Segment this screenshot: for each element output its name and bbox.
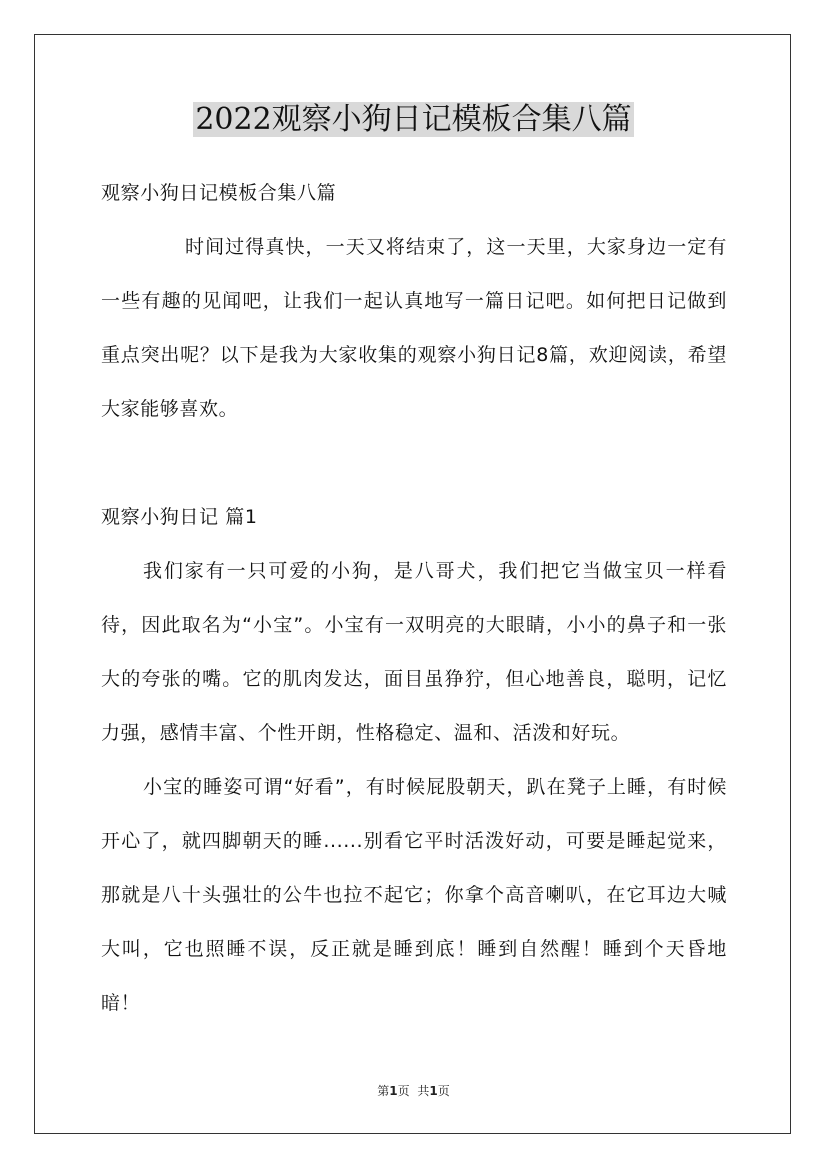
footer-page-suffix: 页 xyxy=(397,1084,410,1098)
footer-page-prefix: 第 xyxy=(377,1084,390,1098)
footer-total-suffix: 页 xyxy=(437,1084,450,1098)
document-body xyxy=(101,166,727,1030)
document-subtitle: 观察小狗日记模板合集八篇 xyxy=(101,182,337,204)
intro-paragraph: 时间过得真快，一天又将结束了，这一天里，大家身边一定有一些有趣的见闻吧，让我们一起认真地写一篇日记吧。如何把日记做到重点突出呢？以下是我为大家收集的观察小狗日记8篇，欢迎阅读，希望大家能够喜欢。 xyxy=(101,236,727,420)
document-title xyxy=(0,98,827,142)
footer-total-pages: 1 xyxy=(429,1084,438,1098)
document-title-text: 2022观察小狗日记模板合集八篇 xyxy=(195,102,632,137)
body-paragraph: 小宝的睡姿可谓“好看”，有时候屁股朝天，趴在凳子上睡，有时候开心了，就四脚朝天的睡......别看它平时活泼好动，可要是睡起觉来，那就是八十头强壮的公牛也拉不起它；你拿个高音喇叭，在它耳边大喊大叫，它也照睡不误，反正就是睡到底！睡到自然醒！睡到个天昏地暗！ xyxy=(101,776,727,1014)
body-paragraph: 我们家有一只可爱的小狗，是八哥犬，我们把它当做宝贝一样看待，因此取名为“小宝”。小宝有一双明亮的大眼睛，小小的鼻子和一张大的夸张的嘴。它的肌肉发达，面目虽狰狞，但心地善良，聪明，记忆力强，感情丰富、个性开朗，性格稳定、温和、活泼和好玩。 xyxy=(101,560,727,744)
page-footer xyxy=(0,1082,827,1099)
section-heading: 观察小狗日记 篇1 xyxy=(101,506,258,528)
footer-page-number: 1 xyxy=(389,1084,398,1098)
footer-total-prefix: 共 xyxy=(417,1084,430,1098)
